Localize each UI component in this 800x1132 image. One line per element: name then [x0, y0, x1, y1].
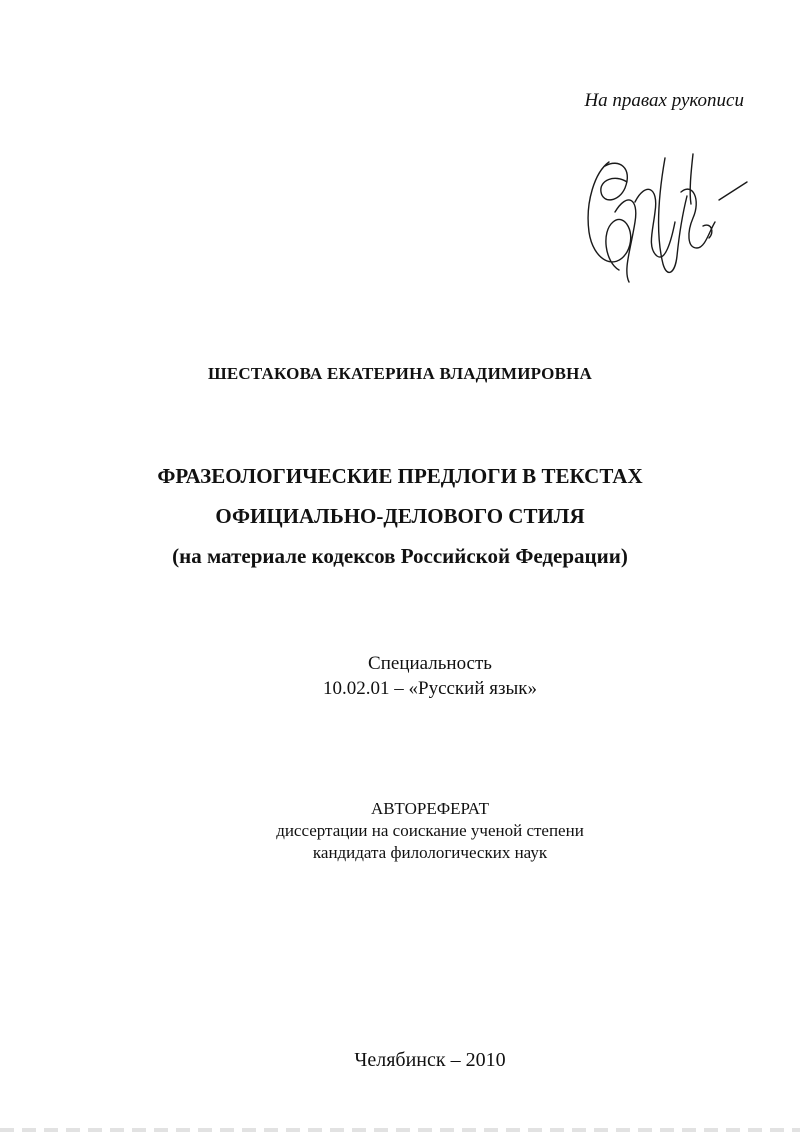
abstract-heading: АВТОРЕФЕРАТ — [371, 799, 489, 818]
title-line-2: ОФИЦИАЛЬНО-ДЕЛОВОГО СТИЛЯ — [215, 504, 585, 528]
specialty-code: 10.02.01 – «Русский язык» — [323, 678, 537, 699]
city-year: Челябинск – 2010 — [354, 1049, 506, 1071]
abstract-line-2: диссертации на соискание ученой степени — [276, 821, 584, 840]
abstract-line-3: кандидата филологических наук — [312, 843, 548, 862]
dissertation-title — [0, 456, 800, 576]
scan-edge-divider — [0, 1128, 800, 1132]
specialty-label: Специальность — [368, 653, 492, 674]
specialty-block — [0, 651, 800, 701]
signature-icon — [575, 152, 755, 292]
abstract-block — [0, 798, 800, 864]
author-name: ШЕСТАКОВА ЕКАТЕРИНА ВЛАДИМИРОВНА — [207, 364, 593, 383]
rights-note: На правах рукописи — [584, 90, 744, 111]
title-line-1: ФРАЗЕОЛОГИЧЕСКИЕ ПРЕДЛОГИ В ТЕКСТАХ — [157, 464, 643, 488]
title-line-3: (на материале кодексов Российской Федерации) — [172, 544, 628, 568]
